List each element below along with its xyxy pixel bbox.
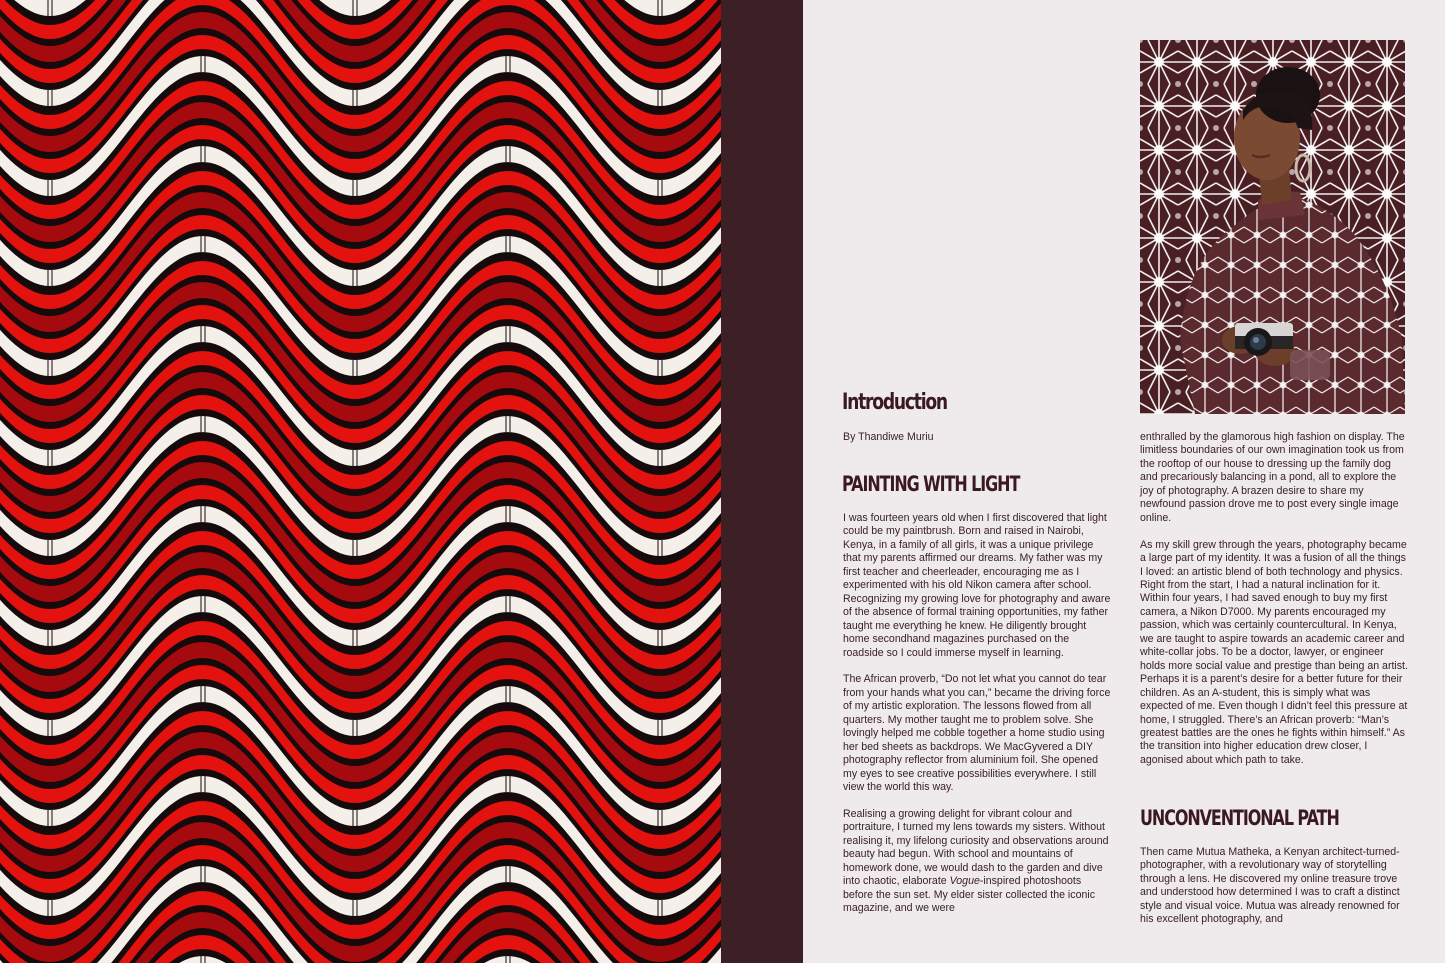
paragraph: enthralled by the glamorous high fashion on display. The limitless boundaries of our own imagination took us from the rooftop of our house to dressing up the family dog and precariously balancing in a pond, all to explore the joy of photography. A brazen desire to share my newfound passion drove me to post every single image online. <box>1140 431 1405 524</box>
section-heading-painting-with-light: PAINTING WITH LIGHT <box>842 472 1020 496</box>
section-body-unconventional-path <box>1140 846 1408 927</box>
portrait-graphic <box>1140 40 1405 414</box>
section-body-left-column <box>843 512 1111 916</box>
paragraph: The African proverb, “Do not let what you cannot do tear from your hands what you can,” became the driving force of my artistic exploration. The lessons flowed from all quarters. My mother taught me to problem solve. She lovingly helped me cobble together a home studio using her bed sheets as backdrops. We MacGyvered a DIY photography reflector from aluminium foil. She opened my eyes to see creative possibilities everywhere. I still view the world this way. <box>843 673 1111 794</box>
article-title: Introduction <box>842 390 947 415</box>
wax-print-textile-image <box>0 0 721 963</box>
paragraph-text: -inspired photoshoots before the sun set. My elder sister collected the iconic magazine, and we were <box>843 875 1096 915</box>
paragraph-text: Realising a growing delight for vibrant colour and portraiture, I turned my lens towards my sisters. Without realising it, my lifelong curiosity and observations around beauty had begun. With school and mountains of homework done, we would dash to the garden and dive into chaotic, elaborate <box>843 807 1109 888</box>
article-byline: By Thandiwe Muriu <box>843 431 934 443</box>
section-body-right-column <box>1140 431 1408 767</box>
paragraph: Then came Mutua Matheka, a Kenyan architect-turned-photographer, with a revolutionary way of storytelling through a lens. He discovered my online treasure trove and understood how determined I was to craft a distinct style and visual voice. Mutua was already renowned for his excellent photography, and <box>1140 846 1400 926</box>
paragraph: I was fourteen years old when I first discovered that light could be my paintbrush. Born and raised in Nairobi, Kenya, in a family of all girls, it was a unique privilege that my parents affirmed our dreams. My father was my first teacher and cheerleader, encouraging me as I experimented with his old Nikon camera after school. Recognizing my growing love for photography and aware of the absence of formal training opportunities, my father taught me everything he knew. He diligently brought home secondhand magazines purchased on the roadside so I could immerse myself in learning. <box>843 512 1111 659</box>
section-heading-unconventional-path: UNCONVENTIONAL PATH <box>1140 806 1339 830</box>
paragraph <box>843 808 1111 916</box>
spine-color-band <box>721 0 803 963</box>
wave-pattern-graphic <box>0 0 721 963</box>
artist-portrait-photo <box>1140 40 1405 414</box>
magazine-name-italic: Vogue <box>949 875 980 888</box>
paragraph: As my skill grew through the years, photography became a large part of my identity. It was a fusion of all the things I loved: an artistic blend of both technology and physics. Right from the start, I had a natural inclination for it. Within four years, I had saved enough to buy my first camera, a Nikon D7000. My parents encouraged my passion, which was certainly countercultural. In Kenya, we are taught to aspire towards an academic career and white-collar jobs. To be a doctor, lawyer, or engineer holds more social value and prestige than being an artist. Perhaps it is a parent’s desire for a better future for their children. As an A-student, this is simply what was expected of me. Even though I didn’t feel this pressure at home, I struggled. There’s an African proverb: “Man’s greatest battles are the ones he fights within himself.” As the transition into higher education drew closer, I agonised about which path to take. <box>1140 538 1408 766</box>
